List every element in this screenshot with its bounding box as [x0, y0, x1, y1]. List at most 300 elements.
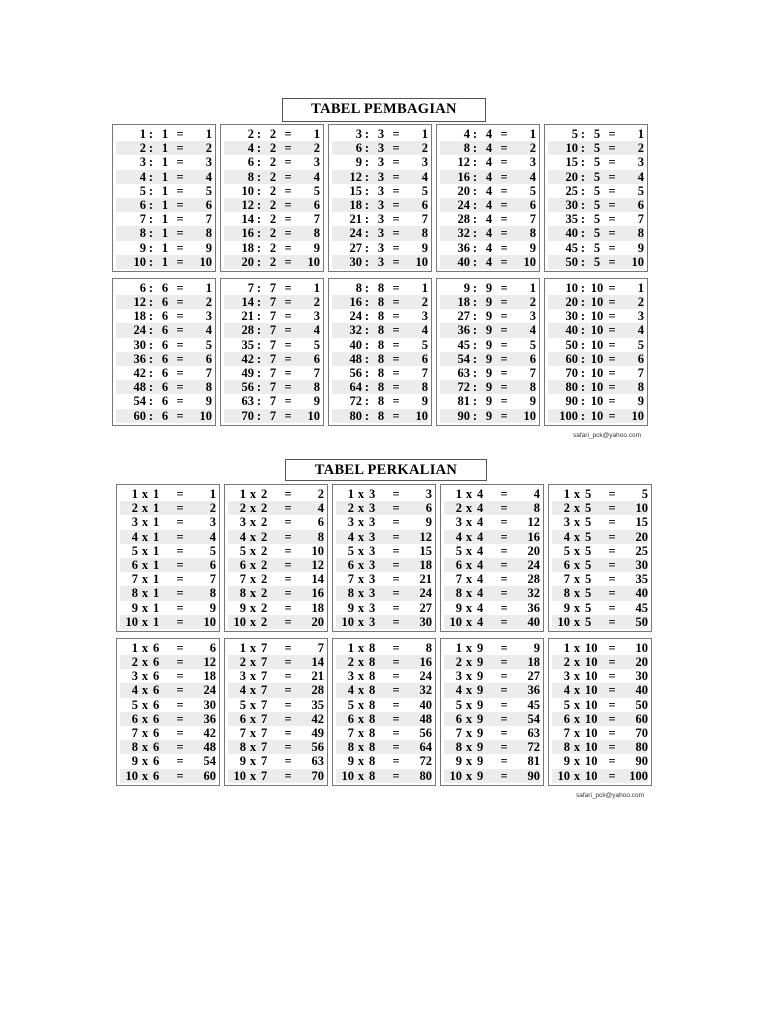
table-row [116, 226, 212, 240]
quotient: 6 [421, 351, 428, 366]
table-row [444, 655, 540, 669]
quotient: 9 [205, 240, 212, 255]
product: 6 [209, 640, 216, 655]
divisor: 1 [161, 226, 169, 241]
divisor: 8 [377, 408, 385, 423]
quotient: 4 [637, 169, 644, 184]
quotient: 8 [205, 226, 212, 241]
table-row [444, 726, 540, 740]
table-row [336, 769, 432, 783]
divide-sign: : [364, 337, 370, 352]
product: 72 [419, 754, 432, 769]
times-sign: x [249, 543, 257, 558]
table-row [552, 726, 648, 740]
dividend: 27 [457, 309, 470, 324]
table-row [336, 683, 432, 697]
product: 18 [311, 600, 324, 615]
table-row [444, 601, 540, 615]
equals-sign: = [176, 309, 184, 324]
table-row [332, 295, 428, 309]
times-sign: x [141, 515, 149, 530]
times-sign: x [249, 600, 257, 615]
equals-sign: = [392, 501, 400, 516]
factor: 1 [239, 640, 246, 655]
factor: 7 [347, 726, 354, 740]
table-row [548, 226, 644, 240]
dividend: 60 [133, 408, 146, 423]
table-row [116, 127, 212, 141]
dividend: 48 [349, 351, 362, 366]
multiplier: 3 [369, 529, 376, 544]
dividend: 50 [565, 254, 578, 269]
quotient: 6 [313, 197, 320, 212]
factor: 10 [557, 614, 570, 629]
factor: 3 [563, 669, 570, 684]
product: 9 [425, 515, 432, 530]
table-row [228, 601, 324, 615]
table-row [228, 641, 324, 655]
product: 1 [209, 487, 216, 501]
multiplication-table-9 [440, 638, 544, 786]
factor: 5 [563, 697, 570, 712]
table-row [548, 352, 644, 366]
table-row [336, 572, 432, 586]
table-row [336, 601, 432, 615]
times-sign: x [357, 669, 365, 684]
equals-sign: = [500, 351, 508, 366]
equals-sign: = [500, 515, 508, 530]
table-row [228, 740, 324, 754]
divide-sign: : [472, 323, 478, 338]
quotient: 5 [313, 183, 320, 198]
divisor: 2 [269, 226, 277, 241]
table-row [332, 226, 428, 240]
multiplier: 4 [477, 501, 484, 516]
divisor: 1 [161, 169, 169, 184]
times-sign: x [141, 529, 149, 544]
divisor: 9 [485, 394, 493, 409]
table-row [336, 501, 432, 515]
multiplier: 1 [153, 515, 160, 530]
equals-sign: = [176, 740, 184, 755]
multiplier: 2 [261, 515, 268, 530]
dividend: 24 [349, 226, 362, 241]
multiplication-table-grid [116, 484, 656, 786]
multiplier: 7 [261, 669, 268, 684]
table-row [116, 255, 212, 269]
division-table-1 [112, 124, 216, 272]
times-sign: x [573, 515, 581, 530]
factor: 10 [233, 614, 246, 629]
equals-sign: = [392, 226, 400, 241]
factor: 4 [563, 529, 570, 544]
equals-sign: = [176, 254, 184, 269]
multiplier: 4 [477, 543, 484, 558]
dividend: 7 [247, 280, 254, 295]
dividend: 24 [349, 309, 362, 324]
equals-sign: = [608, 280, 616, 295]
multiplier: 8 [369, 697, 376, 712]
multiplier: 4 [477, 557, 484, 572]
product: 20 [311, 614, 324, 629]
table-row [120, 669, 216, 683]
product: 4 [209, 529, 216, 544]
divisor: 7 [269, 366, 277, 380]
divide-sign: : [580, 309, 586, 324]
product: 10 [311, 543, 324, 558]
factor: 5 [239, 697, 246, 712]
divisor: 3 [377, 197, 385, 212]
table-row [440, 170, 536, 184]
table-row [444, 641, 540, 655]
table-row [224, 281, 320, 295]
quotient: 10 [307, 254, 320, 269]
multiplier: 7 [261, 640, 268, 655]
quotient: 1 [313, 127, 320, 141]
product: 9 [209, 600, 216, 615]
product: 36 [203, 711, 216, 726]
factor: 8 [239, 586, 246, 601]
equals-sign: = [500, 309, 508, 324]
factor: 1 [239, 487, 246, 501]
dividend: 10 [133, 254, 146, 269]
dividend: 16 [349, 295, 362, 310]
divisor: 10 [590, 309, 604, 324]
table-row [552, 683, 648, 697]
times-sign: x [249, 586, 257, 601]
dividend: 8 [139, 226, 146, 241]
table-row [120, 740, 216, 754]
table-row [224, 170, 320, 184]
multiplier: 3 [369, 586, 376, 601]
table-row [336, 698, 432, 712]
equals-sign: = [608, 614, 616, 629]
factor: 7 [131, 726, 138, 740]
table-row [444, 586, 540, 600]
equals-sign: = [608, 669, 616, 684]
table-row [336, 530, 432, 544]
product: 40 [635, 683, 648, 698]
divide-sign: : [148, 183, 154, 198]
divisor: 7 [269, 323, 277, 338]
equals-sign: = [500, 197, 508, 212]
quotient: 6 [205, 351, 212, 366]
table-row [440, 141, 536, 155]
dividend: 12 [349, 169, 362, 184]
quotient: 2 [421, 141, 428, 156]
table-row [548, 380, 644, 394]
equals-sign: = [608, 240, 616, 255]
divide-sign: : [364, 169, 370, 184]
multiplication-table-6 [116, 638, 220, 786]
equals-sign: = [284, 768, 292, 783]
table-row [440, 281, 536, 295]
equals-sign: = [176, 323, 184, 338]
table-row [440, 212, 536, 226]
dividend: 3 [355, 127, 362, 141]
table-row [228, 586, 324, 600]
dividend: 4 [463, 127, 470, 141]
times-sign: x [573, 572, 581, 587]
divisor: 5 [593, 183, 601, 198]
factor: 9 [131, 600, 138, 615]
table-row [116, 338, 212, 352]
division-table-9 [436, 278, 540, 426]
dividend: 16 [457, 169, 470, 184]
divisor: 10 [590, 280, 604, 295]
times-sign: x [249, 726, 257, 740]
equals-sign: = [500, 212, 508, 227]
factor: 3 [131, 515, 138, 530]
dividend: 6 [355, 141, 362, 156]
multiplier: 3 [369, 501, 376, 516]
equals-sign: = [392, 183, 400, 198]
product: 32 [419, 683, 432, 698]
equals-sign: = [176, 529, 184, 544]
table-row [120, 769, 216, 783]
table-row [116, 352, 212, 366]
product: 30 [419, 614, 432, 629]
product: 27 [527, 669, 540, 684]
dividend: 80 [565, 380, 578, 395]
equals-sign: = [392, 711, 400, 726]
table-row [224, 155, 320, 169]
divide-sign: : [472, 127, 478, 141]
divisor: 9 [485, 323, 493, 338]
divisor: 1 [161, 141, 169, 156]
quotient: 4 [313, 323, 320, 338]
multiplier: 3 [369, 515, 376, 530]
table-row [548, 323, 644, 337]
divide-sign: : [580, 183, 586, 198]
quotient: 7 [205, 212, 212, 227]
multiplier: 6 [153, 768, 160, 783]
times-sign: x [141, 614, 149, 629]
divisor: 2 [269, 141, 277, 156]
divisor: 5 [593, 226, 601, 241]
quotient: 10 [523, 408, 536, 423]
divide-sign: : [256, 155, 262, 170]
divisor: 6 [161, 366, 169, 380]
table-row [224, 241, 320, 255]
divide-sign: : [364, 280, 370, 295]
divide-sign: : [148, 240, 154, 255]
divisor: 3 [377, 169, 385, 184]
equals-sign: = [608, 683, 616, 698]
quotient: 3 [205, 155, 212, 170]
division-table-3 [328, 124, 432, 272]
times-sign: x [357, 683, 365, 698]
equals-sign: = [284, 141, 292, 156]
divide-sign: : [364, 141, 370, 156]
times-sign: x [573, 640, 581, 655]
dividend: 56 [241, 380, 254, 395]
dividend: 90 [457, 408, 470, 423]
multiplication-table-10 [548, 638, 652, 786]
divide-sign: : [580, 197, 586, 212]
factor: 9 [347, 600, 354, 615]
dividend: 28 [241, 323, 254, 338]
equals-sign: = [608, 183, 616, 198]
table-row [120, 487, 216, 501]
division-footnote: safari_pck@yahoo.com [573, 432, 642, 439]
table-row [120, 572, 216, 586]
divide-sign: : [148, 408, 154, 423]
factor: 4 [347, 529, 354, 544]
factor: 10 [449, 768, 462, 783]
divisor: 4 [485, 141, 493, 156]
table-row [552, 530, 648, 544]
multiplication-table-8 [332, 638, 436, 786]
product: 45 [527, 697, 540, 712]
product: 15 [635, 515, 648, 530]
multiplier: 5 [585, 487, 592, 501]
divisor: 9 [485, 380, 493, 395]
equals-sign: = [608, 309, 616, 324]
table-row [228, 530, 324, 544]
equals-sign: = [392, 254, 400, 269]
factor: 4 [131, 683, 138, 698]
equals-sign: = [608, 127, 616, 141]
product: 24 [527, 557, 540, 572]
divisor: 6 [161, 337, 169, 352]
times-sign: x [357, 614, 365, 629]
divide-sign: : [256, 408, 262, 423]
division-table-8 [328, 278, 432, 426]
equals-sign: = [608, 711, 616, 726]
quotient: 9 [637, 394, 644, 409]
dividend: 3 [139, 155, 146, 170]
equals-sign: = [608, 501, 616, 516]
times-sign: x [465, 669, 473, 684]
divide-sign: : [364, 240, 370, 255]
table-row [120, 641, 216, 655]
table-row [440, 366, 536, 380]
divide-sign: : [580, 254, 586, 269]
factor: 6 [239, 557, 246, 572]
divide-sign: : [472, 394, 478, 409]
times-sign: x [141, 640, 149, 655]
times-sign: x [465, 683, 473, 698]
factor: 9 [563, 754, 570, 769]
quotient: 10 [415, 408, 428, 423]
factor: 8 [347, 586, 354, 601]
divisor: 4 [485, 127, 493, 141]
times-sign: x [249, 711, 257, 726]
divisor: 4 [485, 197, 493, 212]
factor: 8 [563, 740, 570, 755]
multiplier: 10 [585, 683, 598, 698]
times-sign: x [465, 655, 473, 670]
factor: 3 [347, 515, 354, 530]
table-row [552, 487, 648, 501]
multiplier: 6 [153, 683, 160, 698]
table-row [336, 726, 432, 740]
times-sign: x [357, 600, 365, 615]
table-row [444, 572, 540, 586]
equals-sign: = [392, 240, 400, 255]
dividend: 8 [247, 169, 254, 184]
quotient: 2 [205, 141, 212, 156]
times-sign: x [141, 669, 149, 684]
table-row [116, 366, 212, 380]
product: 30 [635, 669, 648, 684]
divisor: 8 [377, 380, 385, 395]
quotient: 3 [313, 155, 320, 170]
quotient: 8 [313, 226, 320, 241]
multiplier: 10 [585, 655, 598, 670]
divide-sign: : [580, 351, 586, 366]
equals-sign: = [176, 295, 184, 310]
multiplier: 2 [261, 529, 268, 544]
equals-sign: = [284, 351, 292, 366]
times-sign: x [357, 557, 365, 572]
factor: 5 [563, 543, 570, 558]
times-sign: x [357, 572, 365, 587]
product: 8 [317, 529, 324, 544]
times-sign: x [249, 487, 257, 501]
times-sign: x [249, 501, 257, 516]
divisor: 10 [590, 408, 604, 423]
divide-sign: : [256, 394, 262, 409]
divide-sign: : [256, 323, 262, 338]
factor: 5 [455, 697, 462, 712]
table-row [120, 683, 216, 697]
table-row [332, 338, 428, 352]
multiplier: 3 [369, 543, 376, 558]
equals-sign: = [608, 557, 616, 572]
quotient: 2 [637, 295, 644, 310]
equals-sign: = [284, 254, 292, 269]
factor: 10 [341, 614, 354, 629]
times-sign: x [249, 515, 257, 530]
dividend: 30 [133, 337, 146, 352]
quotient: 8 [529, 226, 536, 241]
divisor: 1 [161, 240, 169, 255]
equals-sign: = [608, 740, 616, 755]
product: 8 [533, 501, 540, 516]
equals-sign: = [284, 711, 292, 726]
table-row [224, 255, 320, 269]
times-sign: x [465, 557, 473, 572]
product: 60 [203, 768, 216, 783]
factor: 4 [239, 529, 246, 544]
product: 54 [203, 754, 216, 769]
quotient: 7 [637, 212, 644, 227]
times-sign: x [249, 640, 257, 655]
equals-sign: = [608, 323, 616, 338]
multiplier: 7 [261, 683, 268, 698]
dividend: 5 [571, 127, 578, 141]
multiplication-footnote: safari_pck@yahoo.com [576, 792, 645, 799]
product: 10 [203, 614, 216, 629]
table-row [224, 380, 320, 394]
table-row [228, 683, 324, 697]
times-sign: x [573, 726, 581, 740]
equals-sign: = [608, 351, 616, 366]
dividend: 49 [241, 366, 254, 380]
table-row [120, 726, 216, 740]
table-row [336, 669, 432, 683]
multiplication-title: TABEL PERKALIAN [285, 459, 487, 481]
divisor: 2 [269, 240, 277, 255]
equals-sign: = [392, 557, 400, 572]
table-row [116, 380, 212, 394]
product: 80 [635, 740, 648, 755]
table-row [548, 309, 644, 323]
equals-sign: = [392, 309, 400, 324]
quotient: 7 [313, 212, 320, 227]
